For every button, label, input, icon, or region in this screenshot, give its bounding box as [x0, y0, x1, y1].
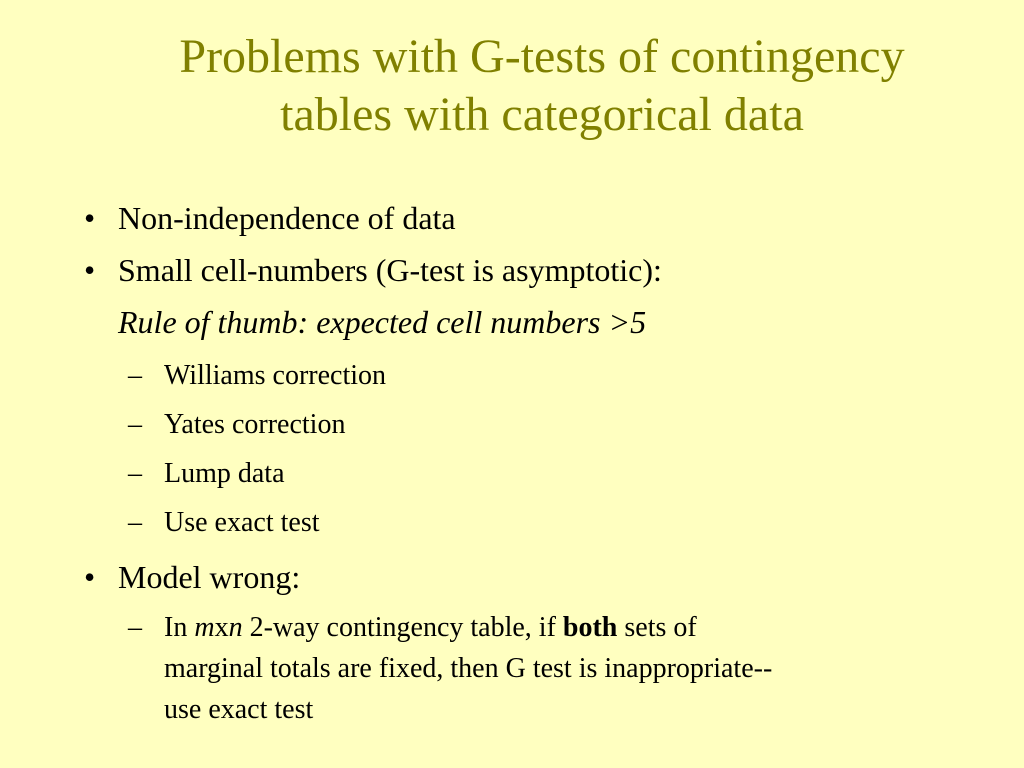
- bold-both: both: [562, 612, 618, 643]
- text-line-2: marginal totals are fixed, then G test is inappropriate--: [164, 653, 773, 684]
- sub-item-williams: [84, 351, 984, 400]
- sub-item-text: Yates correction: [164, 409, 346, 440]
- sub-item-lump-data: [84, 449, 984, 498]
- dash-mark: –: [128, 458, 142, 489]
- italic-m: m: [194, 612, 215, 643]
- bullet-text: Model wrong:: [118, 559, 301, 595]
- title-line-1: Problems with G-tests of contingency: [179, 30, 905, 83]
- bullet-mark: •: [84, 252, 96, 288]
- bullet-text: Small cell-numbers (G-test is asymptotic):: [118, 252, 662, 288]
- bullet-small-cell-numbers: [84, 244, 984, 348]
- bullet-mark: •: [84, 200, 96, 236]
- sub-item-exact-test: [84, 498, 984, 547]
- sub-item-yates: [84, 400, 984, 449]
- bullet-mark: •: [84, 559, 96, 595]
- text-in: In: [164, 612, 195, 643]
- dash-mark: –: [128, 507, 142, 538]
- sub-item-text: Lump data: [164, 458, 285, 489]
- text-line-3: use exact test: [164, 694, 314, 725]
- sub-item-text: Use exact test: [164, 507, 320, 538]
- text-post: sets of: [617, 612, 697, 643]
- bullet-model-wrong: [84, 551, 984, 603]
- dash-mark: –: [128, 360, 142, 391]
- rule-of-thumb-text: Rule of thumb: expected cell numbers >5: [118, 304, 647, 340]
- sub-item-text: Williams correction: [164, 360, 387, 391]
- text-x: x: [214, 612, 229, 643]
- slide-title: [60, 28, 1024, 144]
- dash-mark: –: [128, 409, 142, 440]
- bullet-text: Non-independence of data: [118, 200, 456, 236]
- sub-item-text: [164, 612, 772, 725]
- slide-content: [84, 192, 984, 730]
- title-line-2: tables with categorical data: [280, 88, 804, 141]
- text-mid: 2-way contingency table, if: [242, 612, 563, 643]
- italic-n: n: [228, 612, 243, 643]
- bullet-non-independence: [84, 192, 984, 244]
- sub-item-mxn-table: [84, 603, 984, 730]
- dash-mark: –: [128, 612, 142, 643]
